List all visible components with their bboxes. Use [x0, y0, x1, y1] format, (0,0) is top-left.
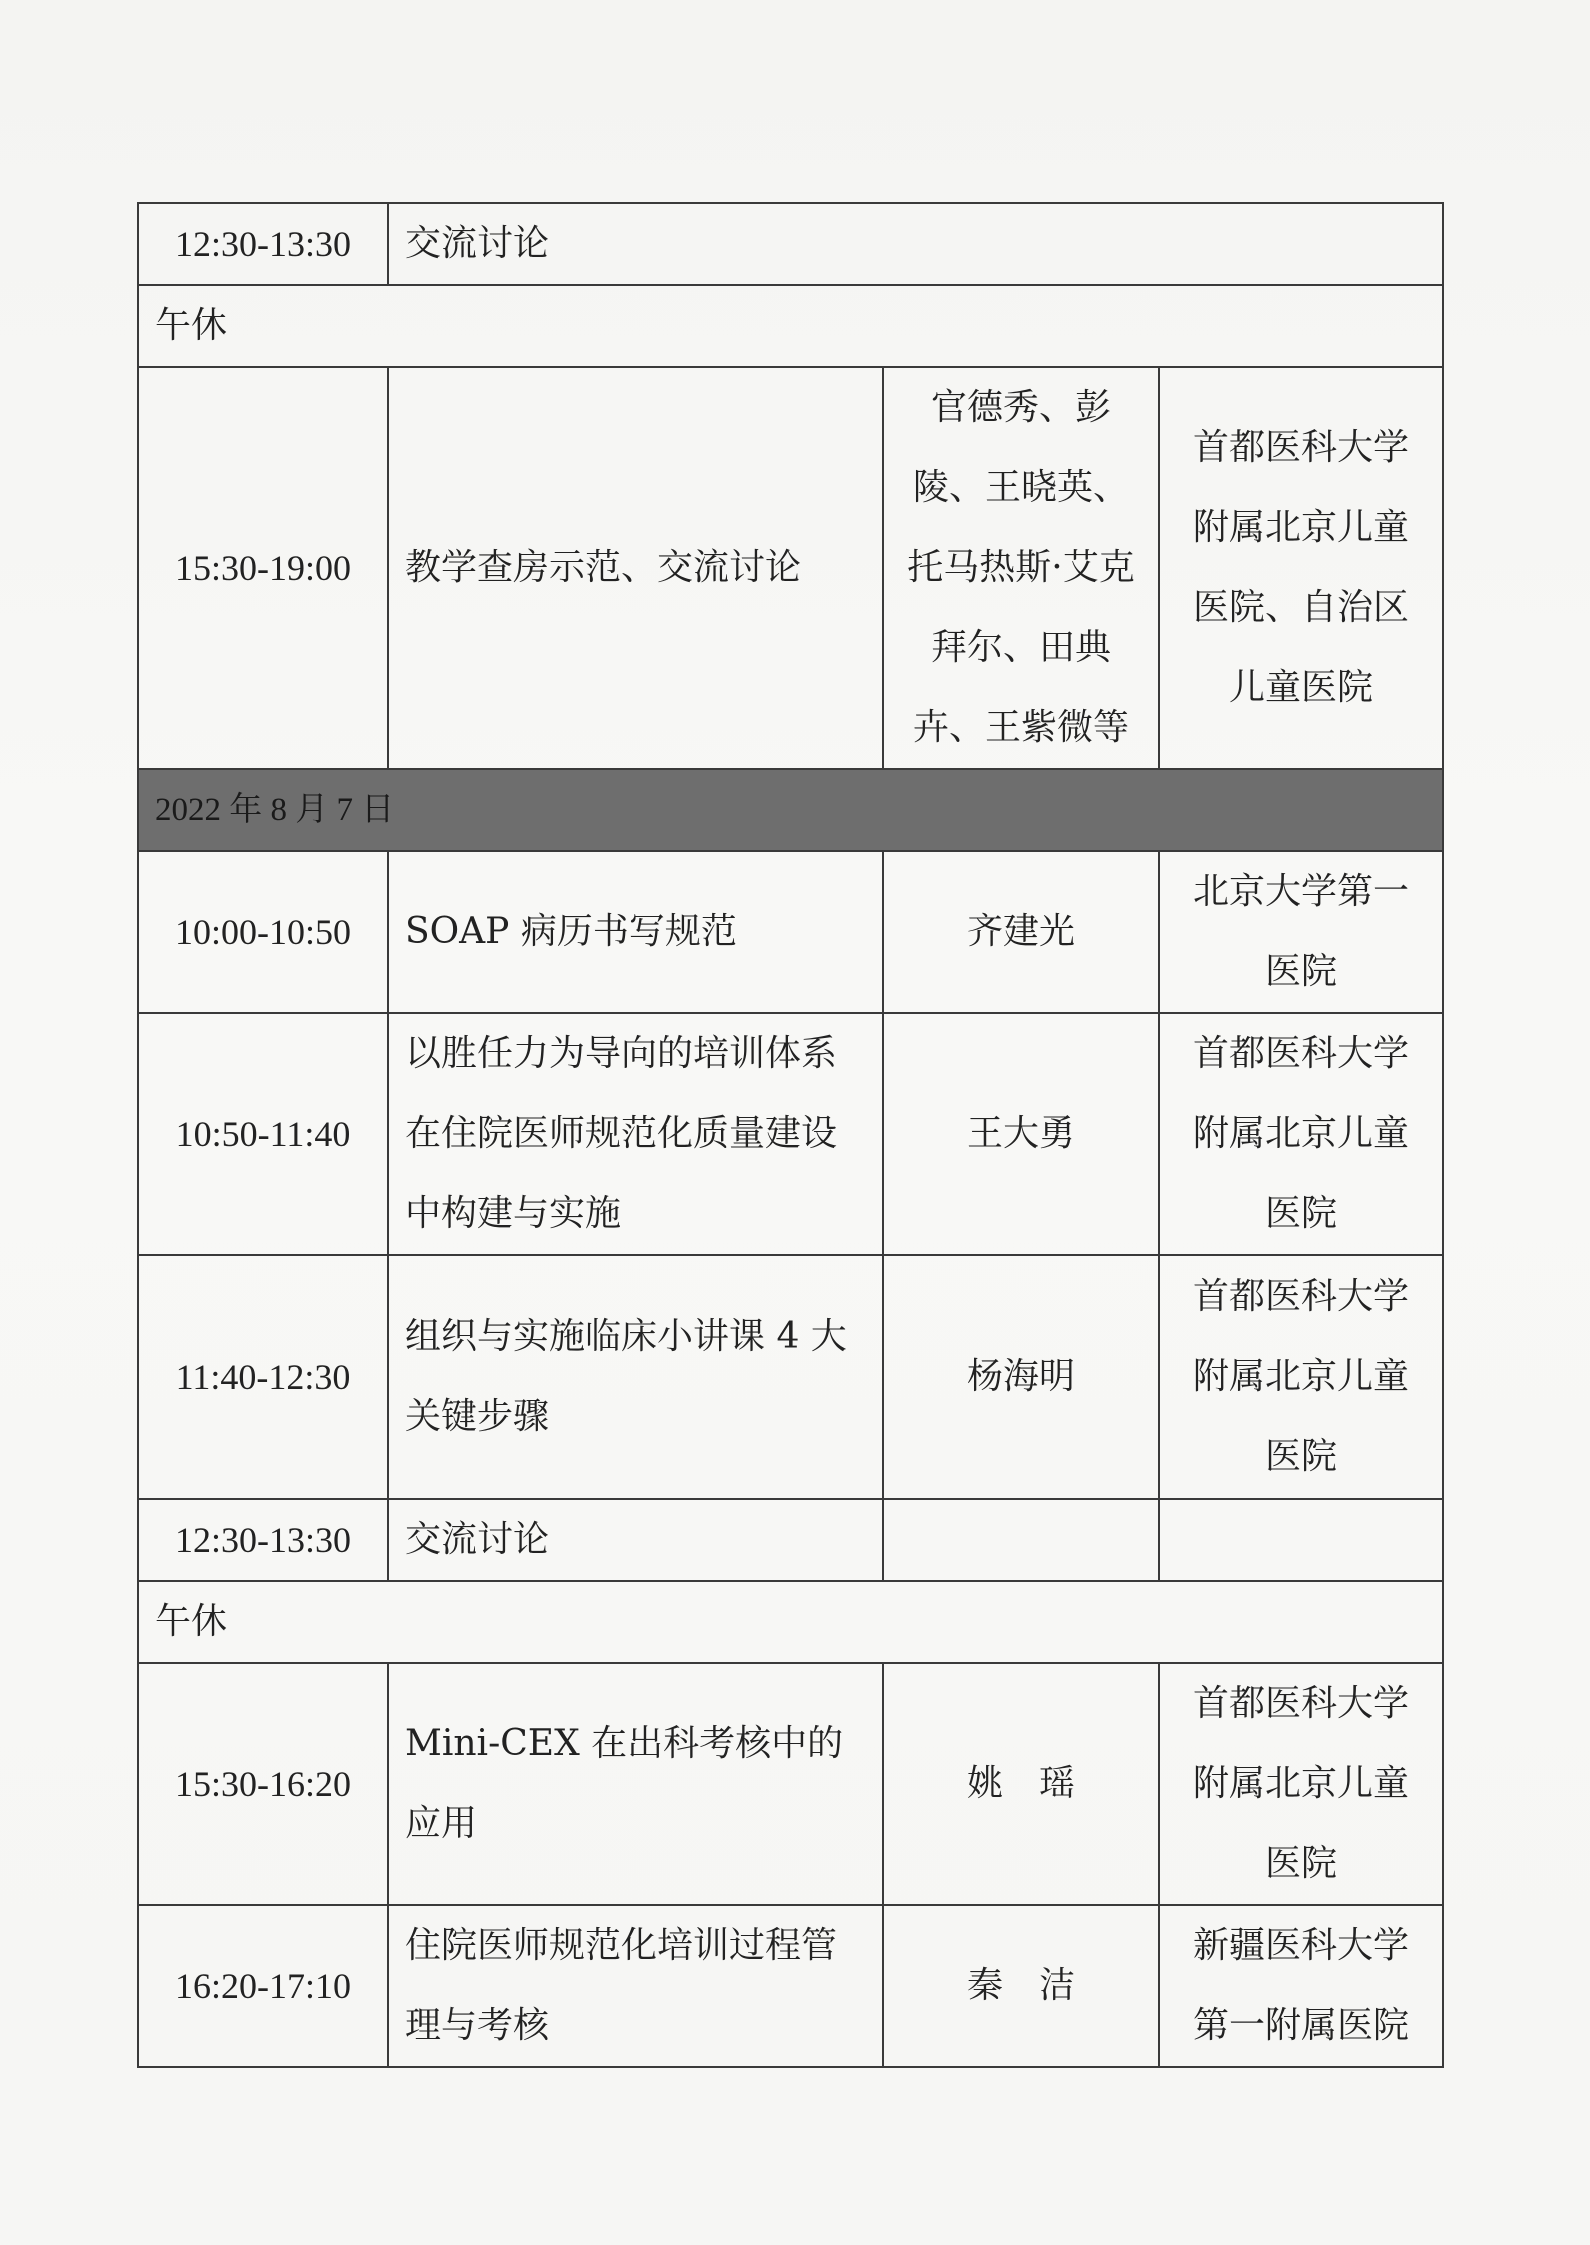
break-cell: 午休 — [138, 285, 1443, 367]
table-row — [138, 203, 1443, 285]
table-row — [138, 1663, 1443, 1905]
topic-cell: 以胜任力为导向的培训体系在住院医师规范化质量建设中构建与实施 — [388, 1013, 883, 1255]
org-cell: 首都医科大学附属北京儿童医院 — [1159, 1255, 1443, 1499]
table-row — [138, 1013, 1443, 1255]
topic-cell: 住院医师规范化培训过程管理与考核 — [388, 1905, 883, 2067]
time-cell: 11:40-12:30 — [138, 1255, 388, 1499]
time-cell: 10:50-11:40 — [138, 1013, 388, 1255]
schedule-table — [137, 202, 1444, 2068]
time-cell: 15:30-19:00 — [138, 367, 388, 769]
speaker-cell — [883, 1499, 1159, 1581]
org-cell — [1159, 1499, 1443, 1581]
org-cell: 新疆医科大学第一附属医院 — [1159, 1905, 1443, 2067]
speaker-cell: 杨海明 — [883, 1255, 1159, 1499]
table-row — [138, 1255, 1443, 1499]
topic-cell: 交流讨论 — [388, 1499, 883, 1581]
org-cell: 北京大学第一医院 — [1159, 851, 1443, 1013]
topic-cell: 教学查房示范、交流讨论 — [388, 367, 883, 769]
topic-cell: SOAP 病历书写规范 — [388, 851, 883, 1013]
speaker-cell: 秦 洁 — [883, 1905, 1159, 2067]
org-cell: 首都医科大学附属北京儿童医院、自治区儿童医院 — [1159, 367, 1443, 769]
speaker-cell: 姚 瑶 — [883, 1663, 1159, 1905]
time-cell: 15:30-16:20 — [138, 1663, 388, 1905]
speaker-cell: 齐建光 — [883, 851, 1159, 1013]
topic-cell: 组织与实施临床小讲课 4 大关键步骤 — [388, 1255, 883, 1499]
table-row — [138, 1499, 1443, 1581]
time-cell: 12:30-13:30 — [138, 1499, 388, 1581]
speaker-cell: 王大勇 — [883, 1013, 1159, 1255]
org-cell: 首都医科大学附属北京儿童医院 — [1159, 1013, 1443, 1255]
table-row — [138, 367, 1443, 769]
date-header-cell: 2022 年 8 月 7 日 — [138, 769, 1443, 851]
topic-cell: Mini-CEX 在出科考核中的应用 — [388, 1663, 883, 1905]
speaker-cell: 官德秀、彭陵、王晓英、托马热斯·艾克拜尔、田典卉、王紫微等 — [883, 367, 1159, 769]
time-cell: 10:00-10:50 — [138, 851, 388, 1013]
table-row — [138, 285, 1443, 367]
table-row — [138, 851, 1443, 1013]
table-row — [138, 1905, 1443, 2067]
time-cell: 16:20-17:10 — [138, 1905, 388, 2067]
topic-cell: 交流讨论 — [388, 203, 1443, 285]
table-row — [138, 769, 1443, 851]
time-cell: 12:30-13:30 — [138, 203, 388, 285]
org-cell: 首都医科大学附属北京儿童医院 — [1159, 1663, 1443, 1905]
break-cell: 午休 — [138, 1581, 1443, 1663]
table-row — [138, 1581, 1443, 1663]
